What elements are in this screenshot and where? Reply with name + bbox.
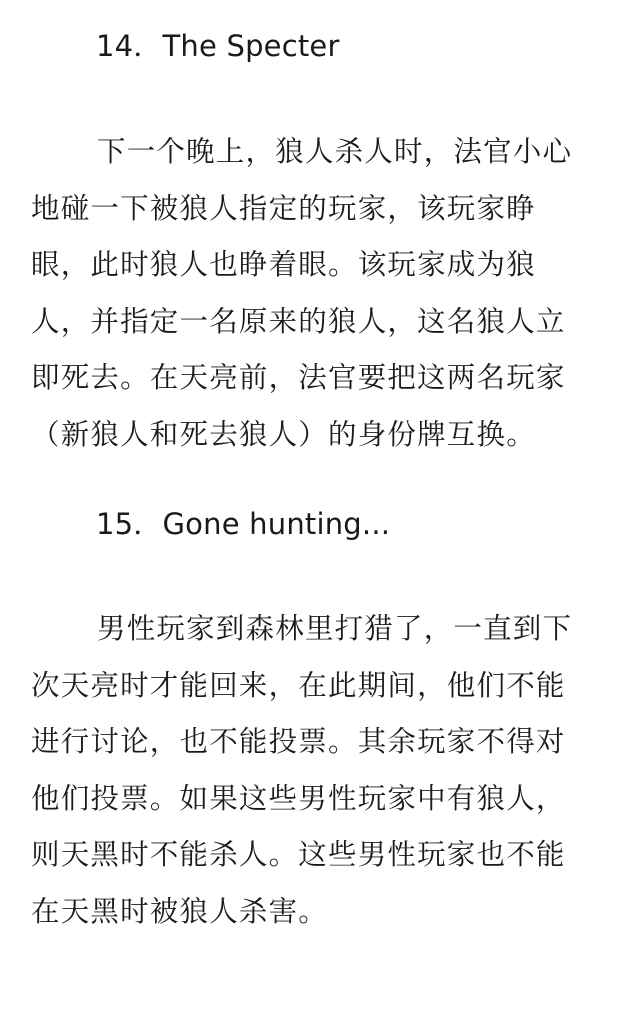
paragraph-line: 眼，此时狼人也睁着眼。该玩家成为狼 <box>31 248 536 282</box>
paragraph-line: 他们投票。如果这些男性玩家中有狼人， <box>31 781 566 815</box>
paragraph-line: 地碰一下被狼人指定的玩家，该玩家睁 <box>31 191 536 225</box>
paragraph-line: 次天亮时才能回来，在此期间，他们不能 <box>31 668 566 702</box>
section-paragraph-15 <box>31 601 611 941</box>
paragraph-line: 男性玩家到森林里打猎了，一直到下 <box>97 612 573 645</box>
section-heading-15: 15．Gone hunting... <box>96 507 391 541</box>
paragraph-line: 进行讨论，也不能投票。其余玩家不得对 <box>31 725 566 759</box>
paragraph-line: 下一个晚上，狼人杀人时，法官小心 <box>97 135 573 168</box>
paragraph-line: 即死去。在天亮前，法官要把这两名玩家 <box>31 361 566 395</box>
section-paragraph-14 <box>31 124 611 464</box>
paragraph-line: 则天黑时不能杀人。这些男性玩家也不能 <box>31 838 566 872</box>
section-heading-14: 14．The Specter <box>96 29 340 63</box>
paragraph-line: 在天黑时被狼人杀害。 <box>31 894 329 928</box>
paragraph-line: 人，并指定一名原来的狼人，这名狼人立 <box>31 304 566 338</box>
paragraph-line: （新狼人和死去狼人）的身份牌互换。 <box>31 417 536 451</box>
